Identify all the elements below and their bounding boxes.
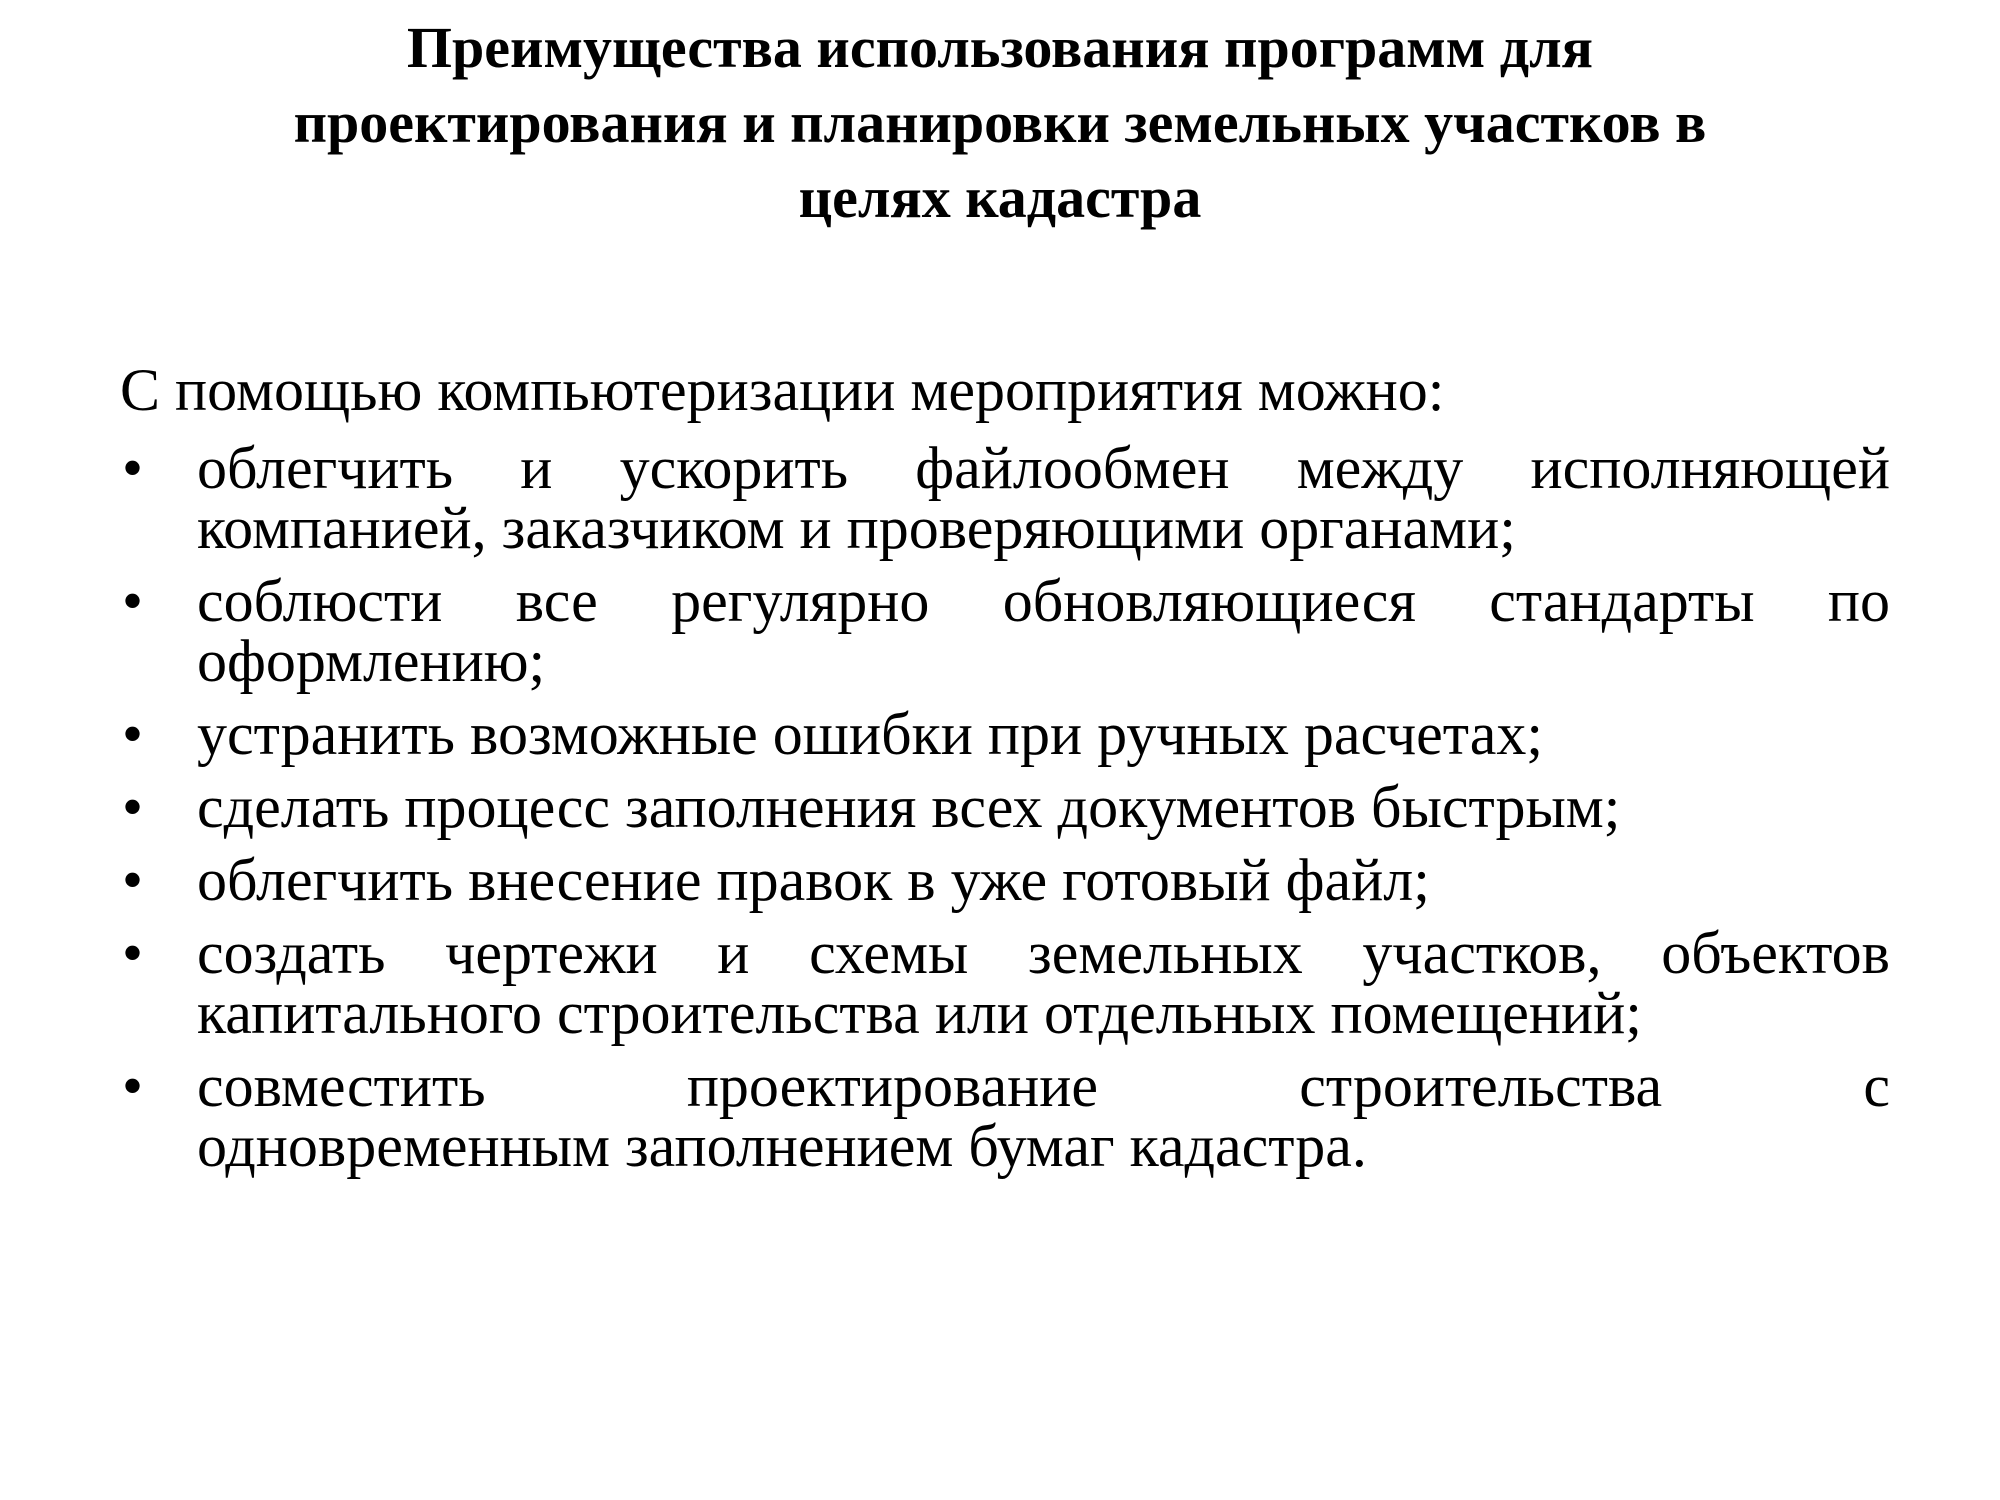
bullet-line: облегчить внесение правок в уже готовый файл; [197,847,1430,913]
bullet-line: капитального строительства или отдельных помещений; [197,980,1642,1046]
bullet-line: совместить проектирование строительства с [197,1053,1890,1119]
bullet-icon: • [122,568,144,634]
bullet-item [120,774,1890,840]
bullet-icon: • [122,847,144,913]
bullet-item [120,847,1890,913]
bullet-icon: • [122,701,144,767]
bullet-line: создать чертежи и схемы земельных участков, объектов [197,920,1890,986]
title-line: Преимущества использования программ для [406,15,1594,80]
bullet-item [120,568,1890,694]
bullet-icon: • [122,774,144,840]
bullet-icon: • [122,1053,144,1119]
bullet-line: оформлению; [197,628,546,694]
bullet-icon: • [122,435,144,501]
bullet-item [120,920,1890,1046]
intro-text: С помощью компьютеризации мероприятия можно: [120,357,1445,423]
bullet-line: одновременным заполнением бумаг кадастра. [197,1113,1367,1179]
bullet-line: сделать процесс заполнения всех документов быстрым; [197,774,1621,840]
bullet-text [197,920,1890,1046]
bullet-text [197,1053,1890,1179]
bullet-line: облегчить и ускорить файлообмен между исполняющей [197,435,1890,501]
bullet-icon: • [122,920,144,986]
bullet-line: компанией, заказчиком и проверяющими органами; [197,495,1516,561]
bullet-item [120,701,1890,767]
bullet-text [197,701,1890,767]
title-line: целях кадастра [798,165,1202,230]
bullet-item [120,435,1890,561]
slide-title [150,10,1850,235]
slide-body [120,355,1890,1189]
bullet-text [197,774,1890,840]
bullet-item [120,1053,1890,1179]
bullet-list [120,435,1890,1179]
bullet-text [197,847,1890,913]
bullet-line: устранить возможные ошибки при ручных расчетах; [197,701,1544,767]
title-line: проектирования и планировки земельных участков в [293,90,1707,155]
bullet-line: соблюсти все регулярно обновляющиеся стандарты по [197,568,1890,634]
bullet-text [197,435,1890,561]
bullet-text [197,568,1890,694]
